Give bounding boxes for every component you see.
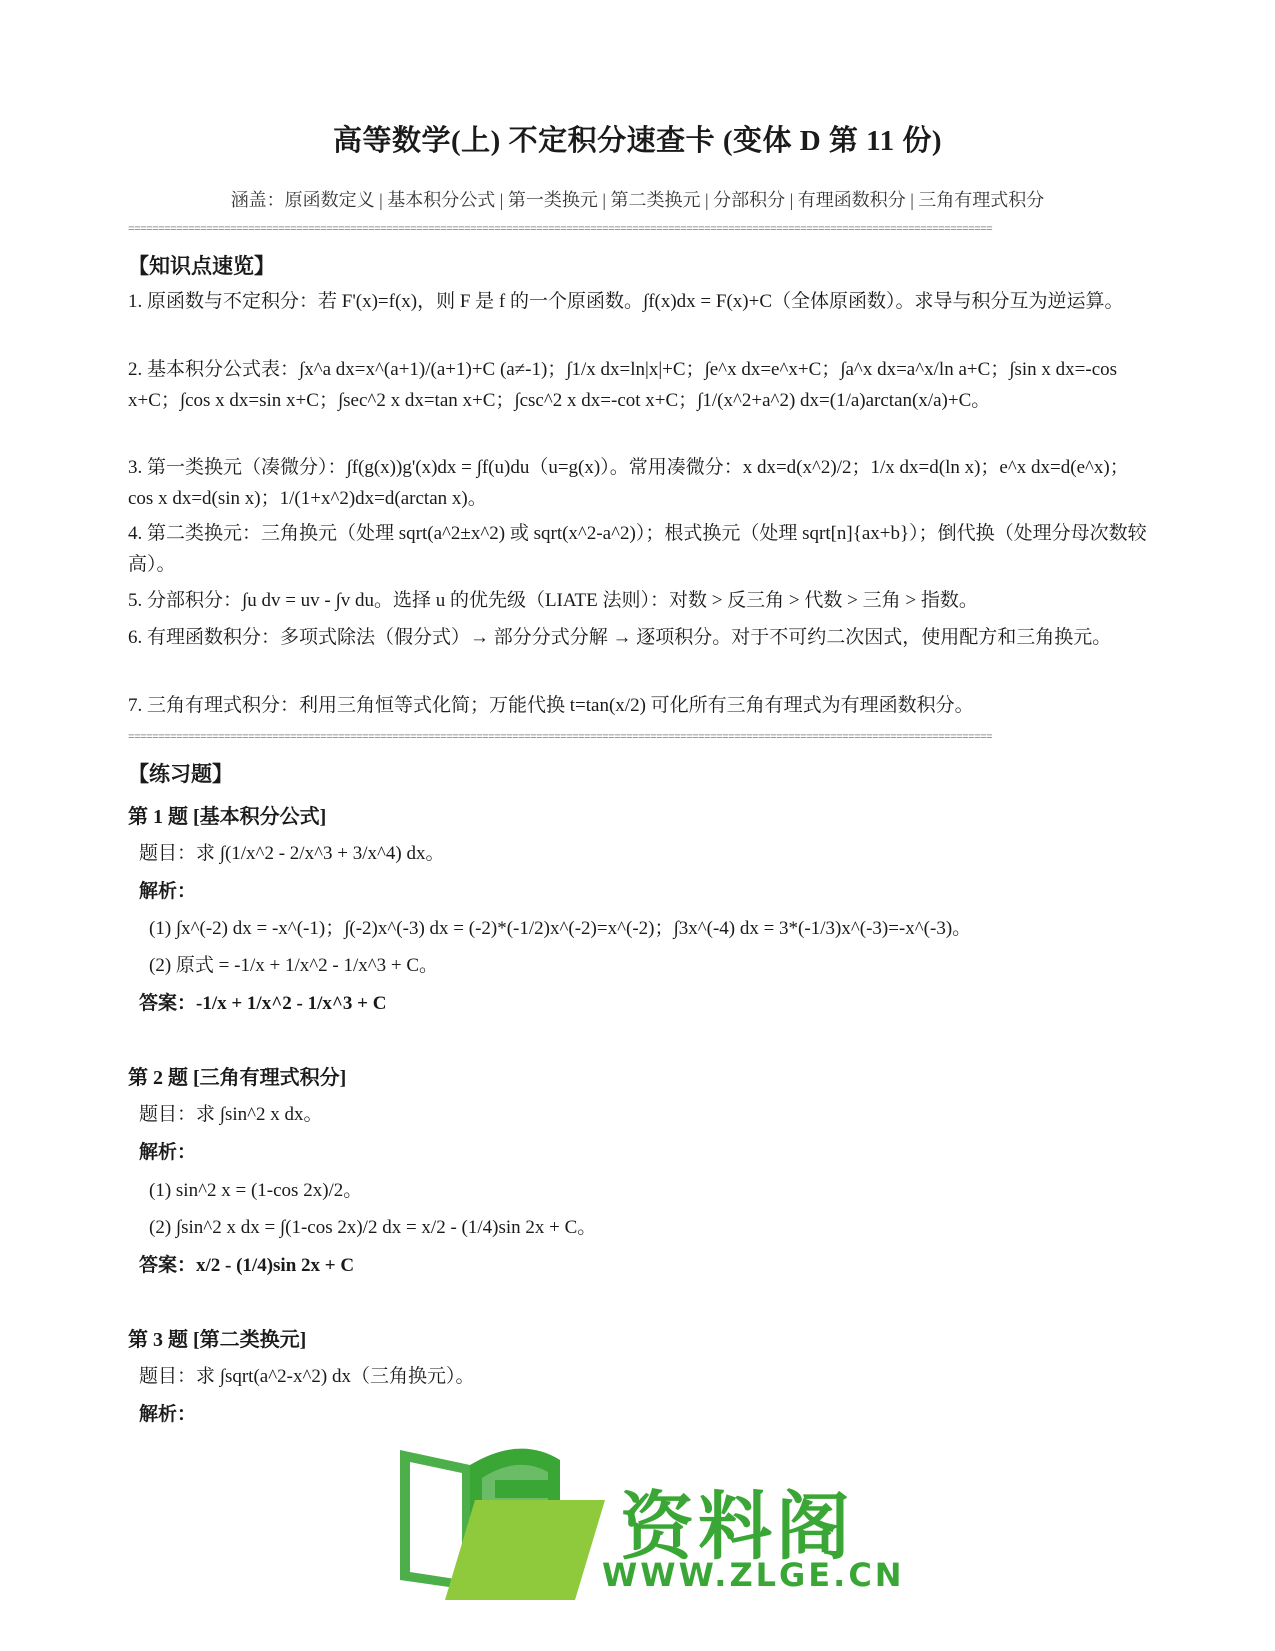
knowledge-item-4: 4. 第二类换元：三角换元（处理 sqrt(a^2±x^2) 或 sqrt(x^2-a^2)）；根式换元（处理 sqrt[n]{ax+b}）；倒代换（处理分母次数较高）。 xyxy=(128,523,1147,575)
knowledge-item-3: 3. 第一类换元（凑微分）：∫f(g(x))g'(x)dx = ∫f(u)du（u=g(x)）。常用凑微分：x dx=d(x^2)/2；1/x dx=d(ln x)；e^x dx=d(e^x)；cos x dx=d(sin x)；1/(1+x^2)dx=d(arctan x)。 xyxy=(128,457,1129,509)
question-3-analysis-label: 解析： xyxy=(139,1404,197,1425)
question-2-analysis-label: 解析： xyxy=(139,1142,197,1163)
divider-line: ================================================================================================================================================ xyxy=(128,732,993,744)
question-1-analysis-label: 解析： xyxy=(139,881,197,902)
question-3-prompt: 题目：求 ∫sqrt(a^2-x^2) dx（三角换元）。 xyxy=(139,1366,475,1387)
knowledge-heading: 【知识点速览】 xyxy=(128,254,275,278)
page-title: 高等数学(上) 不定积分速查卡 (变体 D 第 11 份) xyxy=(333,125,942,157)
watermark-url: WWW.ZLGE.CN xyxy=(602,1556,905,1594)
question-1-prompt: 题目：求 ∫(1/x^2 - 2/x^3 + 3/x^4) dx。 xyxy=(139,843,445,864)
page-subtitle: 涵盖：原函数定义 | 基本积分公式 | 第一类换元 | 第二类换元 | 分部积分 | 有理函数积分 | 三角有理式积分 xyxy=(230,190,1045,210)
question-1-heading: 第 1 题 [基本积分公式] xyxy=(128,806,327,828)
question-1-answer: 答案：-1/x + 1/x^2 - 1/x^3 + C xyxy=(139,993,387,1014)
knowledge-item-1: 1. 原函数与不定积分：若 F'(x)=f(x)，则 F 是 f 的一个原函数。∫f(x)dx = F(x)+C（全体原函数）。求导与积分互为逆运算。 xyxy=(128,291,1124,312)
knowledge-item-6: 6. 有理函数积分：多项式除法（假分式）→ 部分分式分解 → 逐项积分。对于不可约二次因式，使用配方和三角换元。 xyxy=(128,627,1112,648)
question-2-heading: 第 2 题 [三角有理式积分] xyxy=(128,1067,347,1089)
question-2-answer: 答案：x/2 - (1/4)sin 2x + C xyxy=(139,1255,355,1276)
practice-heading: 【练习题】 xyxy=(128,762,233,786)
question-2-step-1: (1) sin^2 x = (1-cos 2x)/2。 xyxy=(149,1180,363,1201)
divider-line: ================================================================================================================================================ xyxy=(128,224,993,236)
question-3-heading: 第 3 题 [第二类换元] xyxy=(128,1329,307,1351)
knowledge-item-2: 2. 基本积分公式表：∫x^a dx=x^(a+1)/(a+1)+C (a≠-1)；∫1/x dx=ln|x|+C；∫e^x dx=e^x+C；∫a^x dx=a^x/ln a+C；∫sin x dx=-cos x+C；∫cos x dx=sin x+C；∫sec^2 x dx=tan x+C；∫csc^2 x dx=-cot x+C；∫1/(x^2+a^2) dx=(1/a)arctan(x/a)+C。 xyxy=(128,359,1118,411)
question-1-step-2: (2) 原式 = -1/x + 1/x^2 - 1/x^3 + C。 xyxy=(149,955,439,976)
knowledge-item-7: 7. 三角有理式积分：利用三角恒等式化简；万能代换 t=tan(x/2) 可化所有三角有理式为有理函数积分。 xyxy=(128,695,974,716)
question-2-prompt: 题目：求 ∫sin^2 x dx。 xyxy=(139,1104,323,1125)
question-2-step-2: (2) ∫sin^2 x dx = ∫(1-cos 2x)/2 dx = x/2 - (1/4)sin 2x + C。 xyxy=(149,1217,597,1238)
knowledge-item-5: 5. 分部积分：∫u dv = uv - ∫v du。选择 u 的优先级（LIATE 法则）：对数 > 反三角 > 代数 > 三角 > 指数。 xyxy=(128,590,978,611)
watermark-name: 资料阁 xyxy=(620,1484,854,1570)
question-1-step-1: (1) ∫x^(-2) dx = -x^(-1)；∫(-2)x^(-3) dx = (-2)*(-1/2)x^(-2)=x^(-2)；∫3x^(-4) dx = 3*(-1/3)x^(-3)=-x^(-3)。 xyxy=(149,918,972,939)
